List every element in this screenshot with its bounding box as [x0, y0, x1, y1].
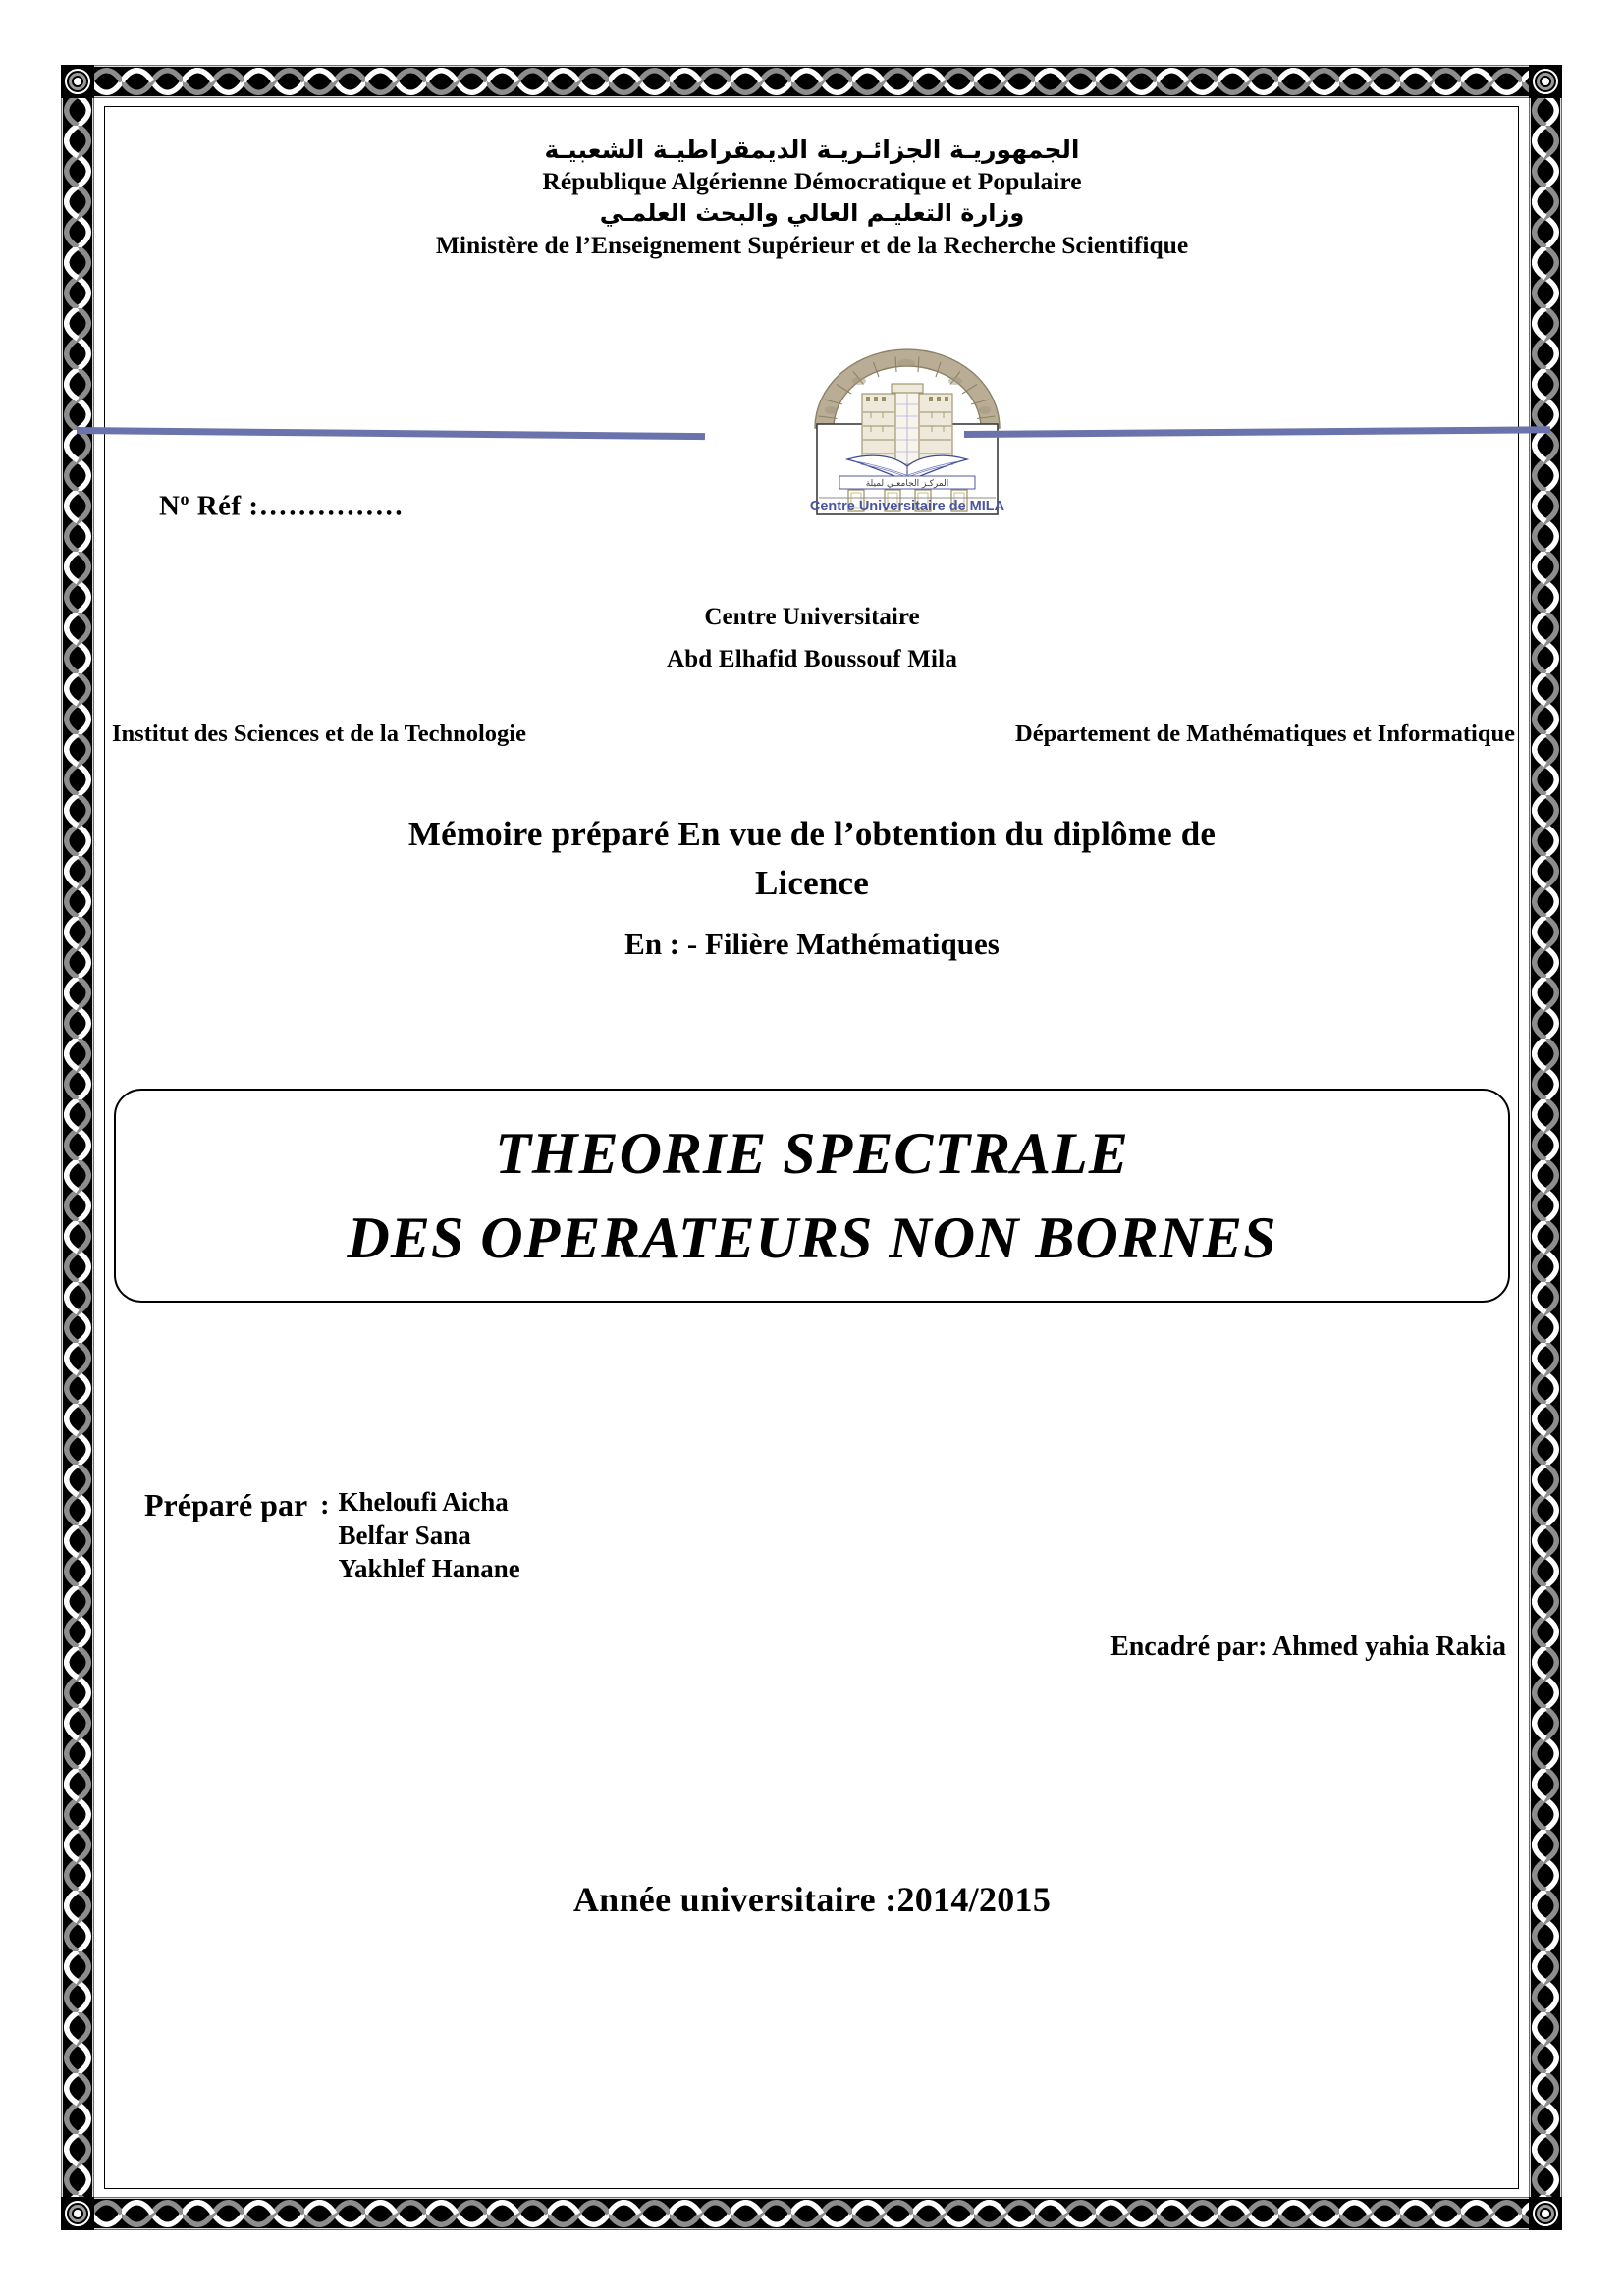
corner-medallion-icon: [1529, 2197, 1562, 2230]
border-band-bottom: [61, 2197, 1562, 2230]
university-logo: [798, 338, 1016, 516]
author-name-3: Yakhlef Hanane: [338, 1554, 520, 1583]
reference-number: [159, 489, 404, 523]
authors-block: [144, 1485, 520, 1585]
affiliation-institute: Institut des Sciences et de la Technologie: [112, 721, 526, 747]
logo-caption-label: Centre Universitaire de MILA: [809, 499, 1005, 514]
institution-line-2: Abd Elhafid Boussouf Mila: [666, 646, 958, 672]
header-line-ministry-fr: Ministère de l’Enseignement Supérieur et de la Recherche Scientifique: [435, 231, 1189, 259]
reference-label: N: [159, 490, 181, 522]
author-name-2: Belfar Sana: [338, 1521, 471, 1550]
affiliation-department: Département de Mathématiques et Informatique: [1015, 721, 1515, 747]
degree-field: En : - Filière Mathématiques: [624, 927, 1000, 961]
authors-separator: :: [320, 1490, 330, 1521]
degree-line-2: Licence: [754, 864, 870, 902]
degree-line-1: Mémoire préparé En vue de l’obtention du diplôme de: [407, 815, 1217, 853]
page-content: [105, 107, 1519, 2188]
reference-value: Réf :……………: [189, 490, 405, 522]
logo-caption-ar: المركـز الجامعـي لميلة: [865, 479, 949, 489]
corner-medallion-icon: [61, 65, 94, 98]
author-name-1: Kheloufi Aicha: [338, 1487, 509, 1517]
thesis-title-box: [114, 1089, 1510, 1303]
reference-ordinal: o: [180, 489, 189, 508]
authors-label: Préparé par: [144, 1487, 308, 1522]
header-line-ministry-ar: وزارة التعليـم العالي والبحث العلمـي: [599, 199, 1025, 227]
degree-statement: [105, 810, 1519, 908]
thesis-title-line-2: DES OPERATEURS NON BORNES: [347, 1205, 1277, 1270]
thesis-title-line-1: THEORIE SPECTRALE: [495, 1121, 1129, 1186]
corner-medallion-icon: [1529, 65, 1562, 98]
border-band-right: [1529, 65, 1562, 2230]
decorative-rule-right: [964, 426, 1550, 438]
border-band-top: [61, 65, 1562, 98]
authors-names: [338, 1485, 519, 1585]
affiliation-row: [105, 721, 1519, 748]
ministry-header: [105, 133, 1519, 261]
institution-line-1: Centre Universitaire: [704, 604, 920, 630]
decorative-rule-left: [77, 427, 705, 440]
institution-block: [105, 596, 1519, 680]
header-line-republic-ar: الجمهوريـة الجزائـريـة الديمقراطيـة الشعبيـة: [544, 135, 1080, 164]
academic-year: Année universitaire :2014/2015: [572, 1880, 1052, 1919]
supervisor-line: Encadré par: Ahmed yahia Rakia: [1110, 1631, 1506, 1662]
header-line-republic-fr: République Algérienne Démocratique et Populaire: [542, 167, 1082, 195]
corner-medallion-icon: [61, 2197, 94, 2230]
border-band-left: [61, 65, 94, 2230]
